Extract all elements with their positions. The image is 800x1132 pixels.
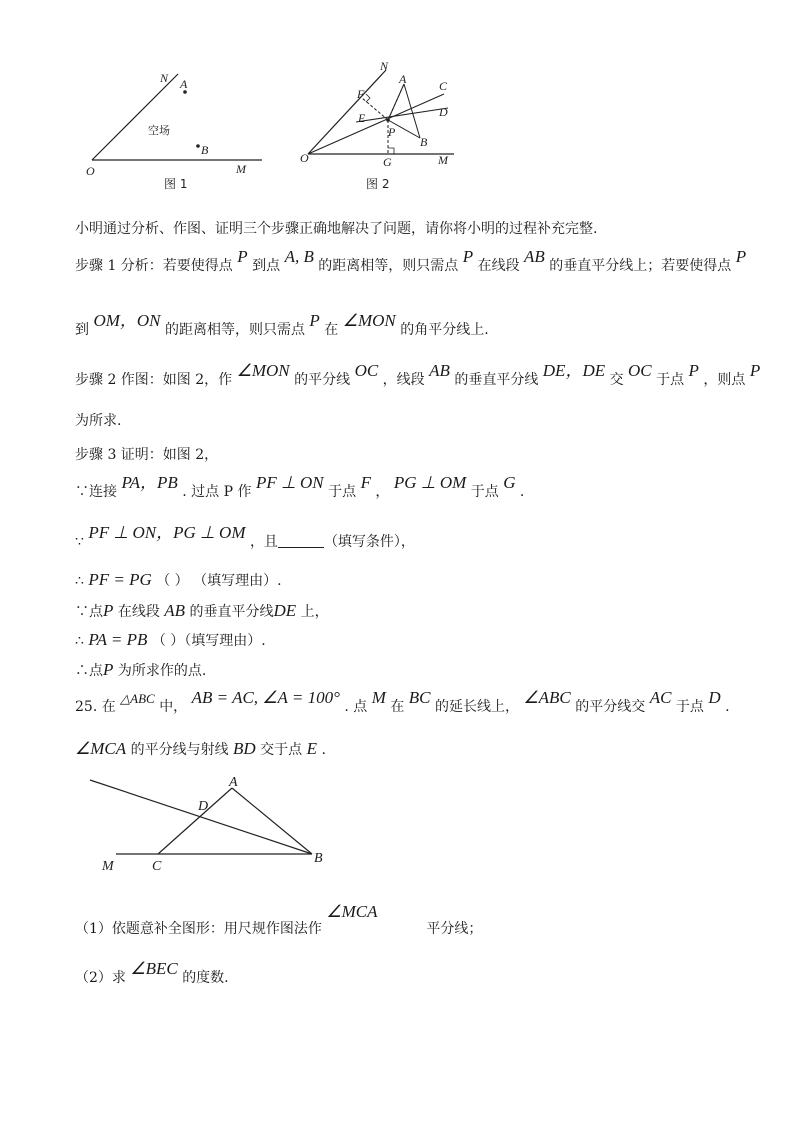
q25-line1	[75, 688, 730, 717]
q24-step3-row1	[75, 473, 525, 502]
q24-step1-m2: A, B	[284, 247, 314, 266]
fig1-label-A: A	[180, 77, 188, 91]
q24-step3-r1-t1: ∵连接	[75, 484, 117, 500]
q24-intro	[75, 219, 597, 239]
q24-step1-l2-t1: 到	[75, 322, 89, 338]
q24-step2-t7: ，则点	[703, 372, 746, 388]
fig2-label-N: N	[380, 59, 389, 73]
q24-step3-r1-m1: PA，PB	[121, 473, 178, 492]
fig3-label-M: M	[102, 859, 114, 874]
q25-t1: 中，	[159, 699, 188, 715]
q24-step1-l2-m2: P	[309, 311, 320, 330]
q24-step1-line1	[75, 247, 747, 276]
q24-step3-r1-m3: F	[360, 473, 371, 492]
q24-step1-m4: AB	[524, 247, 545, 266]
q25-m2: AB = AC, ∠A = 100°	[191, 688, 340, 707]
q25-num: 25. 在	[75, 699, 116, 715]
q24-step3-r1-m4: PG ⊥ OM	[393, 473, 467, 492]
fig2-label-B: B	[420, 135, 428, 149]
q24-step1-t4: 在线段	[477, 258, 520, 274]
q25-t7: .	[725, 699, 730, 715]
q24-step3-r4-t3: 的垂直平分线	[189, 604, 274, 620]
q24-step2-m4: DE，DE	[542, 361, 606, 380]
q25-l2-t3: .	[321, 742, 326, 758]
fig2-label-M: M	[438, 153, 448, 167]
q24-step3-r4-m1: P	[103, 601, 114, 620]
fig1-label-area: 空场	[148, 124, 170, 137]
q25-t5: 的平分线交	[575, 699, 646, 715]
q24-step2-m6: P	[688, 361, 699, 380]
q25-p2-t1: （2）求	[75, 970, 126, 986]
q25-part1	[75, 902, 483, 939]
q24-step2-m3: AB	[429, 361, 450, 380]
q24-step2-line2	[75, 411, 121, 431]
q24-step1-t1: 步骤 1 分析：若要使得点	[75, 258, 233, 274]
q25-part2	[75, 959, 229, 988]
q24-step2-t1: 步骤 2 作图：如图 2，作	[75, 372, 233, 388]
q24-step2-m2: OC	[354, 361, 379, 380]
q24-step3-row5	[75, 630, 266, 651]
q25-l2-m2: BD	[233, 739, 256, 758]
q25-p1-t2: 平分线；	[426, 921, 483, 937]
condition-blank[interactable]	[278, 533, 324, 548]
q25-m5: ∠ABC	[523, 688, 571, 707]
q24-step3-r4-t2: 在线段	[117, 604, 160, 620]
q25-m1: △ABC	[120, 691, 155, 706]
q25-m3: M	[371, 688, 386, 707]
q24-step2-t3: ，线段	[382, 372, 425, 388]
q24-step3-r3-t2: （ ） （填写理由）.	[156, 573, 282, 589]
q24-step3-r3-m1: PF = PG	[88, 570, 152, 589]
fig3-label-B: B	[314, 851, 323, 866]
fig2-label-A: A	[399, 72, 407, 86]
q24-step2-m1: ∠MON	[236, 361, 290, 380]
figure-3	[86, 770, 346, 875]
q25-l2-t1: 的平分线与射线	[130, 742, 229, 758]
q24-step3-r2-t1: ∵	[75, 534, 84, 550]
q24-step1-l2-t4: 的角平分线上.	[400, 322, 489, 338]
fig1-label-N: N	[160, 71, 169, 85]
q24-step3-r1-t4: ，	[375, 484, 390, 500]
fig2-label-C: C	[439, 79, 448, 93]
q24-step2-l2: 为所求.	[75, 413, 122, 429]
q24-step2-t4: 的垂直平分线	[454, 372, 539, 388]
q24-step3-r4-t4: 上，	[300, 604, 329, 620]
fig3-label-D: D	[198, 799, 209, 814]
q24-step3-row3	[75, 570, 282, 591]
q24-step1-m1: P	[237, 247, 248, 266]
q24-step3-r1-t3: 于点	[328, 484, 357, 500]
fig2-label-O: O	[300, 151, 309, 165]
q24-step1-l2-m3: ∠MON	[342, 311, 396, 330]
q25-p2-m1: ∠BEC	[130, 959, 178, 978]
q25-p1-m1: ∠MCA	[326, 902, 378, 921]
q24-step3-r4-m3: DE	[273, 601, 297, 620]
q25-m6: AC	[649, 688, 672, 707]
q25-t2: . 点	[344, 699, 368, 715]
q24-step2-m5: OC	[628, 361, 652, 380]
q24-step3-r6-t1: ∴点	[75, 663, 103, 679]
q24-step3-r1-t2: . 过点 P 作	[182, 484, 252, 500]
q24-step3-r4-m2: AB	[164, 601, 186, 620]
q24-intro: 小明通过分析、作图、证明三个步骤正确地解决了问题，请你将小明的过程补充完整.	[75, 221, 598, 237]
q24-step3-r1-m2: PF ⊥ ON	[255, 473, 324, 492]
q24-step3-r2-t2: ，且	[249, 534, 278, 550]
fig2-label-P: P	[388, 125, 396, 139]
q24-step3-row2	[75, 523, 415, 552]
fig2-label-E: E	[358, 111, 366, 125]
fig3-label-A: A	[229, 775, 238, 790]
q24-step3-r6-m1: P	[103, 660, 114, 679]
q24-step3-title	[75, 445, 218, 465]
figure-1	[80, 68, 270, 198]
q24-step1-t5: 的垂直平分线上；若要使得点	[549, 258, 732, 274]
q24-step1-l2-t2: 的距离相等，则只需点	[164, 322, 305, 338]
q24-step3-r1-t6: .	[519, 484, 525, 500]
q25-m4: BC	[408, 688, 431, 707]
fig2-label-D: D	[439, 105, 448, 119]
q24-step3-r2-m1: PF ⊥ ON，PG ⊥ OM	[88, 523, 246, 542]
q24-step3-r5-t1: ∴	[75, 633, 84, 649]
q24-step1-l2-m1: OM，ON	[93, 311, 161, 330]
q24-step3-r5-t2: （ ）（填写理由）.	[151, 633, 266, 649]
q24-step3-title: 步骤 3 证明：如图 2，	[75, 447, 219, 463]
q24-step2-t2: 的平分线	[294, 372, 351, 388]
q24-step3-r1-t5: 于点	[470, 484, 499, 500]
q25-l2-t2: 交于点	[260, 742, 303, 758]
q25-t3: 在	[390, 699, 405, 715]
q24-step1-m3: P	[462, 247, 474, 266]
fig1-label-O: O	[86, 164, 95, 178]
q25-m7: D	[708, 688, 721, 707]
q24-step1-l2-t3: 在	[324, 322, 339, 338]
q24-step3-row4	[75, 601, 329, 622]
fig1-label-M: M	[236, 162, 246, 176]
fig1-label-B: B	[201, 143, 209, 157]
q25-p1-t1: （1）依题意补全图形：用尺规作图法作	[75, 921, 322, 937]
q25-line2	[75, 739, 326, 760]
q24-step3-r2-t3: （填写条件），	[323, 534, 415, 550]
q24-step1-line2	[75, 311, 489, 340]
q25-p2-t2: 的度数.	[182, 970, 229, 986]
q24-step2-t6: 于点	[656, 372, 685, 388]
figure-2	[296, 58, 466, 198]
fig2-caption: 图 2	[366, 177, 390, 191]
q24-step3-r5-m1: PA = PB	[88, 630, 148, 649]
q25-t4: 的延长线上，	[434, 699, 519, 715]
q24-step1-m5: P	[735, 247, 747, 266]
q24-step3-r6-t2: 为所求作的点.	[117, 663, 207, 679]
q24-step3-r3-t1: ∴	[75, 573, 84, 589]
q24-step2-m7: P	[749, 361, 761, 380]
q24-step1-t2: 到点	[252, 258, 281, 274]
q25-l2-m3: E	[306, 739, 317, 758]
q24-step1-t3: 的距离相等，则只需点	[318, 258, 459, 274]
q24-step2-line1	[75, 361, 761, 390]
q25-t6: 于点	[675, 699, 704, 715]
fig3-label-C: C	[152, 859, 162, 874]
fig2-label-G: G	[383, 155, 392, 169]
q24-step3-row6	[75, 660, 206, 681]
q24-step2-t5: 交	[609, 372, 624, 388]
fig2-label-F: F	[357, 87, 365, 101]
q24-step3-r4-t1: ∵点	[75, 604, 103, 620]
fig1-caption: 图 1	[164, 177, 188, 191]
q25-l2-m1: ∠MCA	[75, 739, 127, 758]
q24-step3-r1-m5: G	[503, 473, 516, 492]
